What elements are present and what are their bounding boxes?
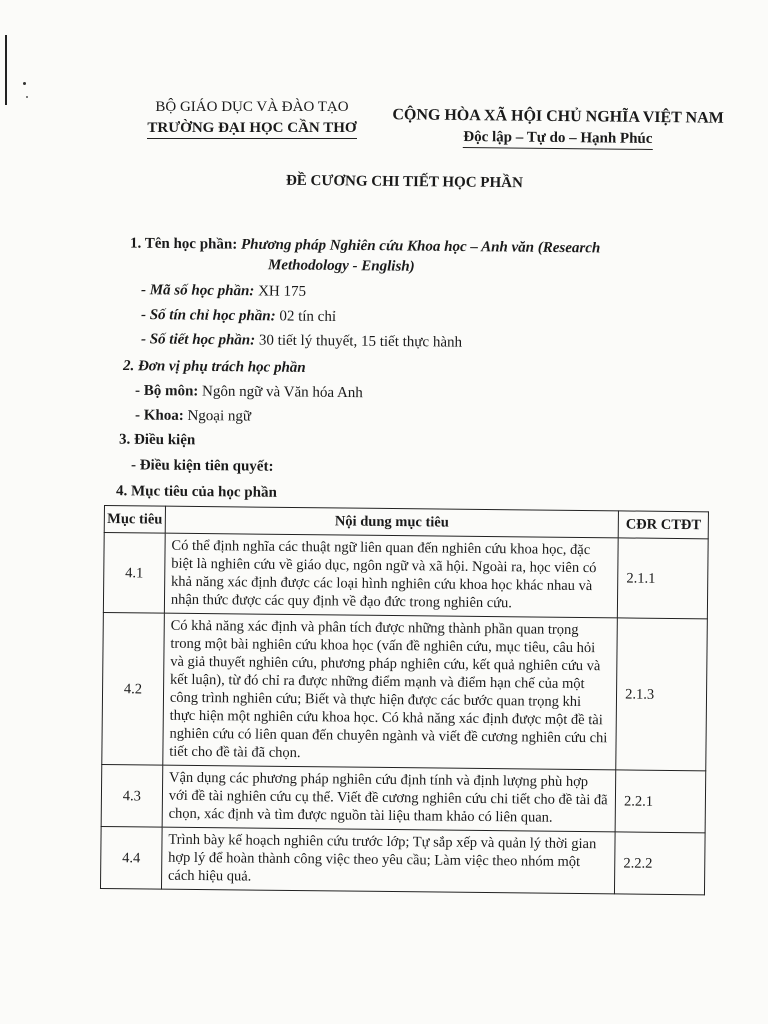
- objectives-table: [100, 505, 709, 895]
- nation-name: CỘNG HÒA XÃ HỘI CHỦ NGHĨA VIỆT NAM: [392, 106, 724, 127]
- course-name-label: 1. Tên học phần:: [129, 235, 238, 253]
- objective-code: 4.1: [103, 533, 165, 614]
- national-motto: Độc lập – Tự do – Hạnh Phúc: [463, 127, 652, 150]
- course-code: [141, 280, 306, 302]
- course-code-value: XH 175: [258, 283, 307, 300]
- ministry-name: BỘ GIÁO DỤC VÀ ĐÀO TẠO: [155, 99, 349, 115]
- conditions-heading-text: 3. Điều kiện: [118, 431, 196, 449]
- table-row: [103, 533, 708, 619]
- prerequisite: [131, 455, 274, 476]
- credits-label: - Số tín chỉ học phần:: [140, 306, 276, 325]
- header-content: Nội dung mục tiêu: [165, 506, 619, 538]
- university-name: TRƯỜNG ĐẠI HỌC CẦN THƠ: [147, 118, 356, 139]
- objective-code: 4.3: [101, 764, 163, 827]
- objective-cdr: 2.2.2: [615, 832, 705, 895]
- objectives-heading: [116, 481, 277, 503]
- objective-code: 4.4: [100, 826, 162, 889]
- objective-cdr: 2.1.3: [616, 618, 707, 771]
- faculty-value: Ngoại ngữ: [187, 407, 252, 425]
- objective-content: Trình bày kế hoạch nghiên cứu trước lớp; Tự sắp xếp và quản lý thời gian hợp lý để hoàn thành công việc theo yêu cầu; Làm việc theo nhóm một cách hiệu quả.: [161, 827, 615, 894]
- table-row: [102, 612, 708, 770]
- objective-content: Có thể định nghĩa các thuật ngữ liên quan đến nghiên cứu khoa học, đặc biệt là nghiên cứu về giáo dục, ngôn ngữ và xã hội. Ngoài ra, học viên có khả năng xác định được các loại hình nghiên cứu khoa học khác nhau và nhận thức được các quy định về đạo đức trong nghiên cứu.: [164, 533, 618, 618]
- course-name-value-cont: Methodology - English): [267, 257, 415, 275]
- national-header: [382, 104, 734, 151]
- course-name-cont: [268, 255, 415, 277]
- periods-value: 30 tiết lý thuyết, 15 tiết thực hành: [258, 332, 463, 351]
- header-cdr: CĐR CTĐT: [618, 511, 708, 539]
- header-code: Mục tiêu: [104, 506, 165, 534]
- objective-code: 4.2: [102, 612, 164, 765]
- faculty: [135, 405, 251, 426]
- course-name-value: Phương pháp Nghiên cứu Khoa học – Anh văn (Research: [240, 236, 601, 257]
- course-name: [130, 234, 600, 259]
- objective-cdr: 2.2.1: [615, 770, 705, 833]
- objective-content: Vận dụng các phương pháp nghiên cứu định tính và định lượng phù hợp với đề tài nghiên cứu cụ thể. Viết đề cương nghiên cứu chi tiết cho đề tài đã chọn, xác định và tìm được nguồn tài liệu tham khảo có liên quan.: [162, 765, 616, 832]
- scan-edge-mark: [5, 35, 7, 105]
- prerequisite-label: - Điều kiện tiên quyết:: [130, 457, 274, 475]
- faculty-label: - Khoa:: [134, 407, 184, 424]
- credits: [141, 305, 336, 327]
- credits-value: 02 tín chỉ: [279, 308, 337, 326]
- objectives-heading-text: 4. Mục tiêu của học phần: [115, 483, 277, 501]
- department-value: Ngôn ngữ và Văn hóa Anh: [202, 383, 363, 402]
- institution-header: [136, 96, 368, 139]
- unit-heading: [123, 356, 306, 378]
- department-label: - Bộ môn:: [134, 382, 199, 400]
- document-title: ĐỀ CƯƠNG CHI TIẾT HỌC PHẦN: [285, 172, 523, 192]
- course-code-label: - Mã số học phần:: [140, 282, 255, 300]
- unit-heading-text: 2. Đơn vị phụ trách học phần: [122, 358, 306, 376]
- table-row: [100, 826, 705, 894]
- department: [135, 381, 363, 403]
- periods-label: - Số tiết học phần:: [140, 331, 256, 349]
- periods: [141, 329, 462, 352]
- conditions-heading: [119, 430, 195, 451]
- table-row: [101, 764, 706, 832]
- objective-content: Có khả năng xác định và phân tích được những thành phần quan trọng trong một bài nghiên cứu khoa học (vấn đề nghiên cứu, mục tiêu, câu hỏi và giả thuyết nghiên cứu, phương pháp nghiên cứu, kết quả nghiên cứu và kết luận), từ đó chỉ ra được những điểm mạnh và điểm hạn chế của một công trình nghiên cứu; Biết và thực hiện được các bước quan trọng khi thực hiện một nghiên cứu khoa học. Có khả năng xác định được một đề tài nghiên cứu có liên quan đến chuyên ngành và viết đề cương nghiên cứu chi tiết cho đề tài đã chọn.: [163, 613, 618, 770]
- objective-cdr: 2.1.1: [618, 538, 709, 619]
- scan-speck: [26, 96, 28, 98]
- scan-speck: [23, 82, 26, 85]
